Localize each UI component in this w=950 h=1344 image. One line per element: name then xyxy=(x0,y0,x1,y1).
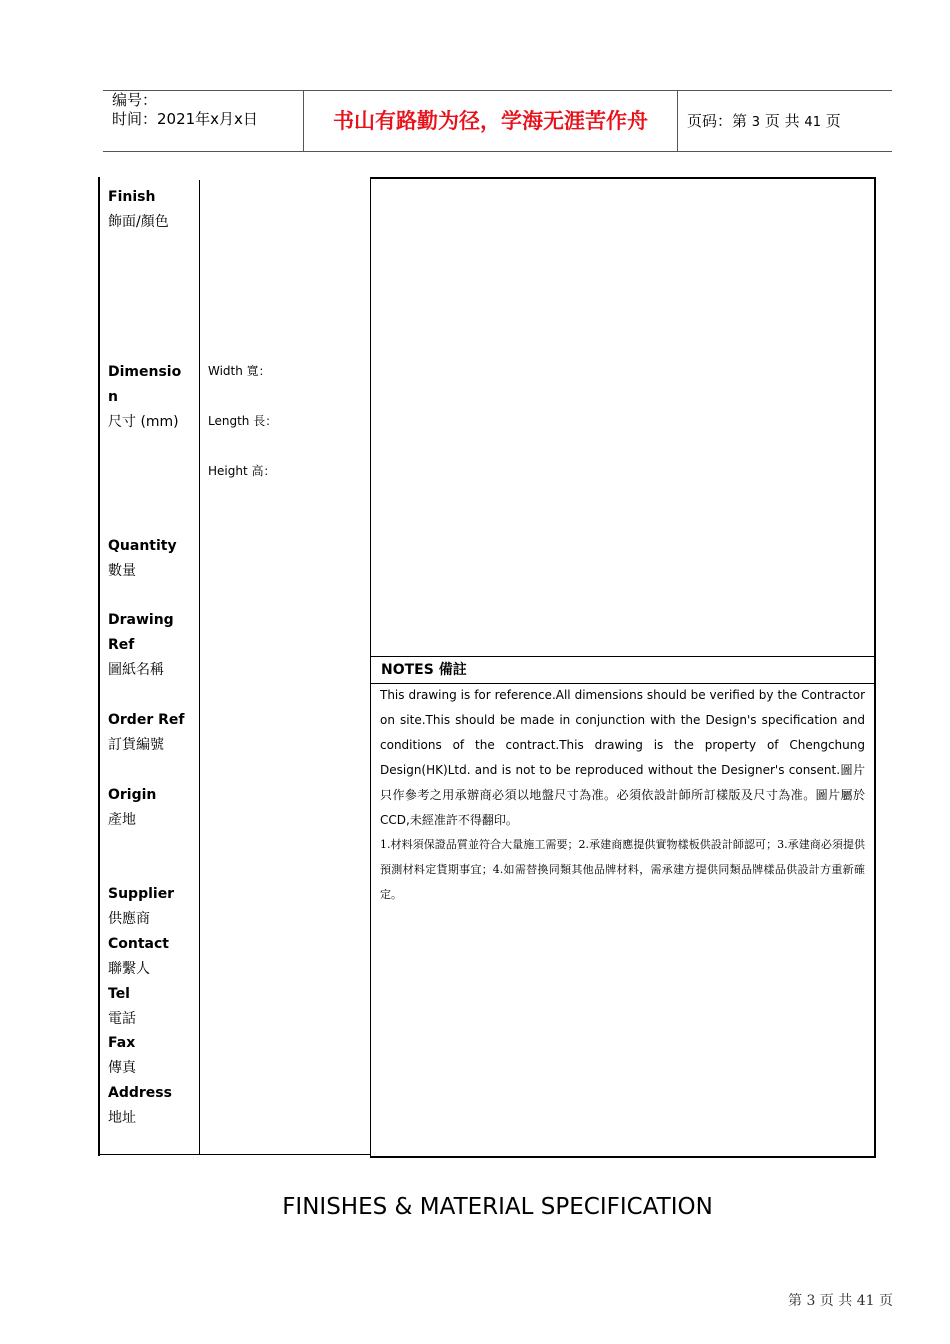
footer-middle: 页 共 xyxy=(819,1293,853,1309)
notes-title: NOTES 備註 xyxy=(381,662,467,678)
tel-label-zh: 電話 xyxy=(108,1011,136,1027)
page-total: 41 xyxy=(804,115,821,130)
header-bottom-rule xyxy=(103,151,892,152)
fax-label-zh: 傳真 xyxy=(108,1060,136,1076)
drawing-ref-label-zh: 圖紙名稱 xyxy=(108,662,164,678)
header-motto: 书山有路勤为径，学海无涯苦作舟 xyxy=(333,108,648,133)
form-left-border xyxy=(98,177,100,1156)
page-prefix: 页码：第 xyxy=(687,112,748,130)
address-label-zh: 地址 xyxy=(108,1110,136,1126)
page-current: 3 xyxy=(751,115,761,130)
address-label: Address xyxy=(108,1085,172,1101)
supplier-label: Supplier xyxy=(108,886,175,902)
footer-prefix: 第 xyxy=(788,1293,802,1309)
order-ref-label-zh: 訂貨編號 xyxy=(108,737,164,753)
footer-total: 41 xyxy=(856,1293,875,1309)
header-top-rule xyxy=(103,90,892,91)
header-divider-right xyxy=(677,91,678,152)
supplier-label-zh: 供應商 xyxy=(108,911,150,927)
order-ref-label: Order Ref xyxy=(108,712,185,728)
contact-label: Contact xyxy=(108,936,169,952)
quantity-label-zh: 數量 xyxy=(108,563,136,579)
finish-label: Finish xyxy=(108,189,156,205)
page-suffix: 页 xyxy=(825,112,841,130)
page-middle: 页 共 xyxy=(764,112,800,130)
origin-label: Origin xyxy=(108,787,157,803)
dimension-label-zh: 尺寸 (mm) xyxy=(108,414,179,430)
document-title: FINISHES & MATERIAL SPECIFICATION xyxy=(282,1194,713,1220)
footer-page-indicator xyxy=(788,1292,893,1310)
drawing-ref-label-line1: Drawing xyxy=(108,612,174,628)
document-time-label: 时间：2021年x月x日 xyxy=(112,110,258,128)
header-page-indicator xyxy=(687,111,841,133)
quantity-label: Quantity xyxy=(108,538,177,554)
label-column-divider xyxy=(199,180,200,1154)
notes-top-rule xyxy=(371,656,874,657)
notes-english-text: This drawing is for reference.All dimensions should be verified by the Contractor on site.This should be made in conjunction with the Design's specification and conditions of the contract.This drawing is the property of Chengchung Design(HK)Ltd. and is not to be reproduced without the Designer's consent.圖片只作參考之用承辦商必須以地盤尺寸為准。必須依設計師所訂樣版及尺寸為准。圖片屬於CCD,未經准許不得翻印。 xyxy=(380,688,865,827)
origin-label-zh: 產地 xyxy=(108,812,136,828)
dimension-label-line1: Dimensio xyxy=(108,364,182,380)
fax-label: Fax xyxy=(108,1035,136,1051)
finish-label-zh: 飾面/顏色 xyxy=(108,214,169,230)
tel-label: Tel xyxy=(108,986,130,1002)
notes-chinese-text: 1.材料須保證品質並符合大量施工需要；2.承建商應提供實物樣板供設計師認可；3.承建商必須提供預測材料定貨期事宜；4.如需替換同類其他品牌材料，需承建方提供同類品牌樣品供設計方重新確定。 xyxy=(380,838,865,901)
dimension-label-line2: n xyxy=(108,389,118,405)
drawing-ref-label-line2: Ref xyxy=(108,637,135,653)
width-label: Width 寬： xyxy=(208,364,271,378)
document-code-label: 编号： xyxy=(112,91,158,109)
footer-current: 3 xyxy=(806,1293,816,1309)
contact-label-zh: 聯繫人 xyxy=(108,961,150,977)
footer-suffix: 页 xyxy=(879,1293,894,1309)
form-left-bottom-border xyxy=(98,1154,371,1155)
length-label: Length 長： xyxy=(208,414,278,428)
height-label: Height 高： xyxy=(208,464,276,478)
